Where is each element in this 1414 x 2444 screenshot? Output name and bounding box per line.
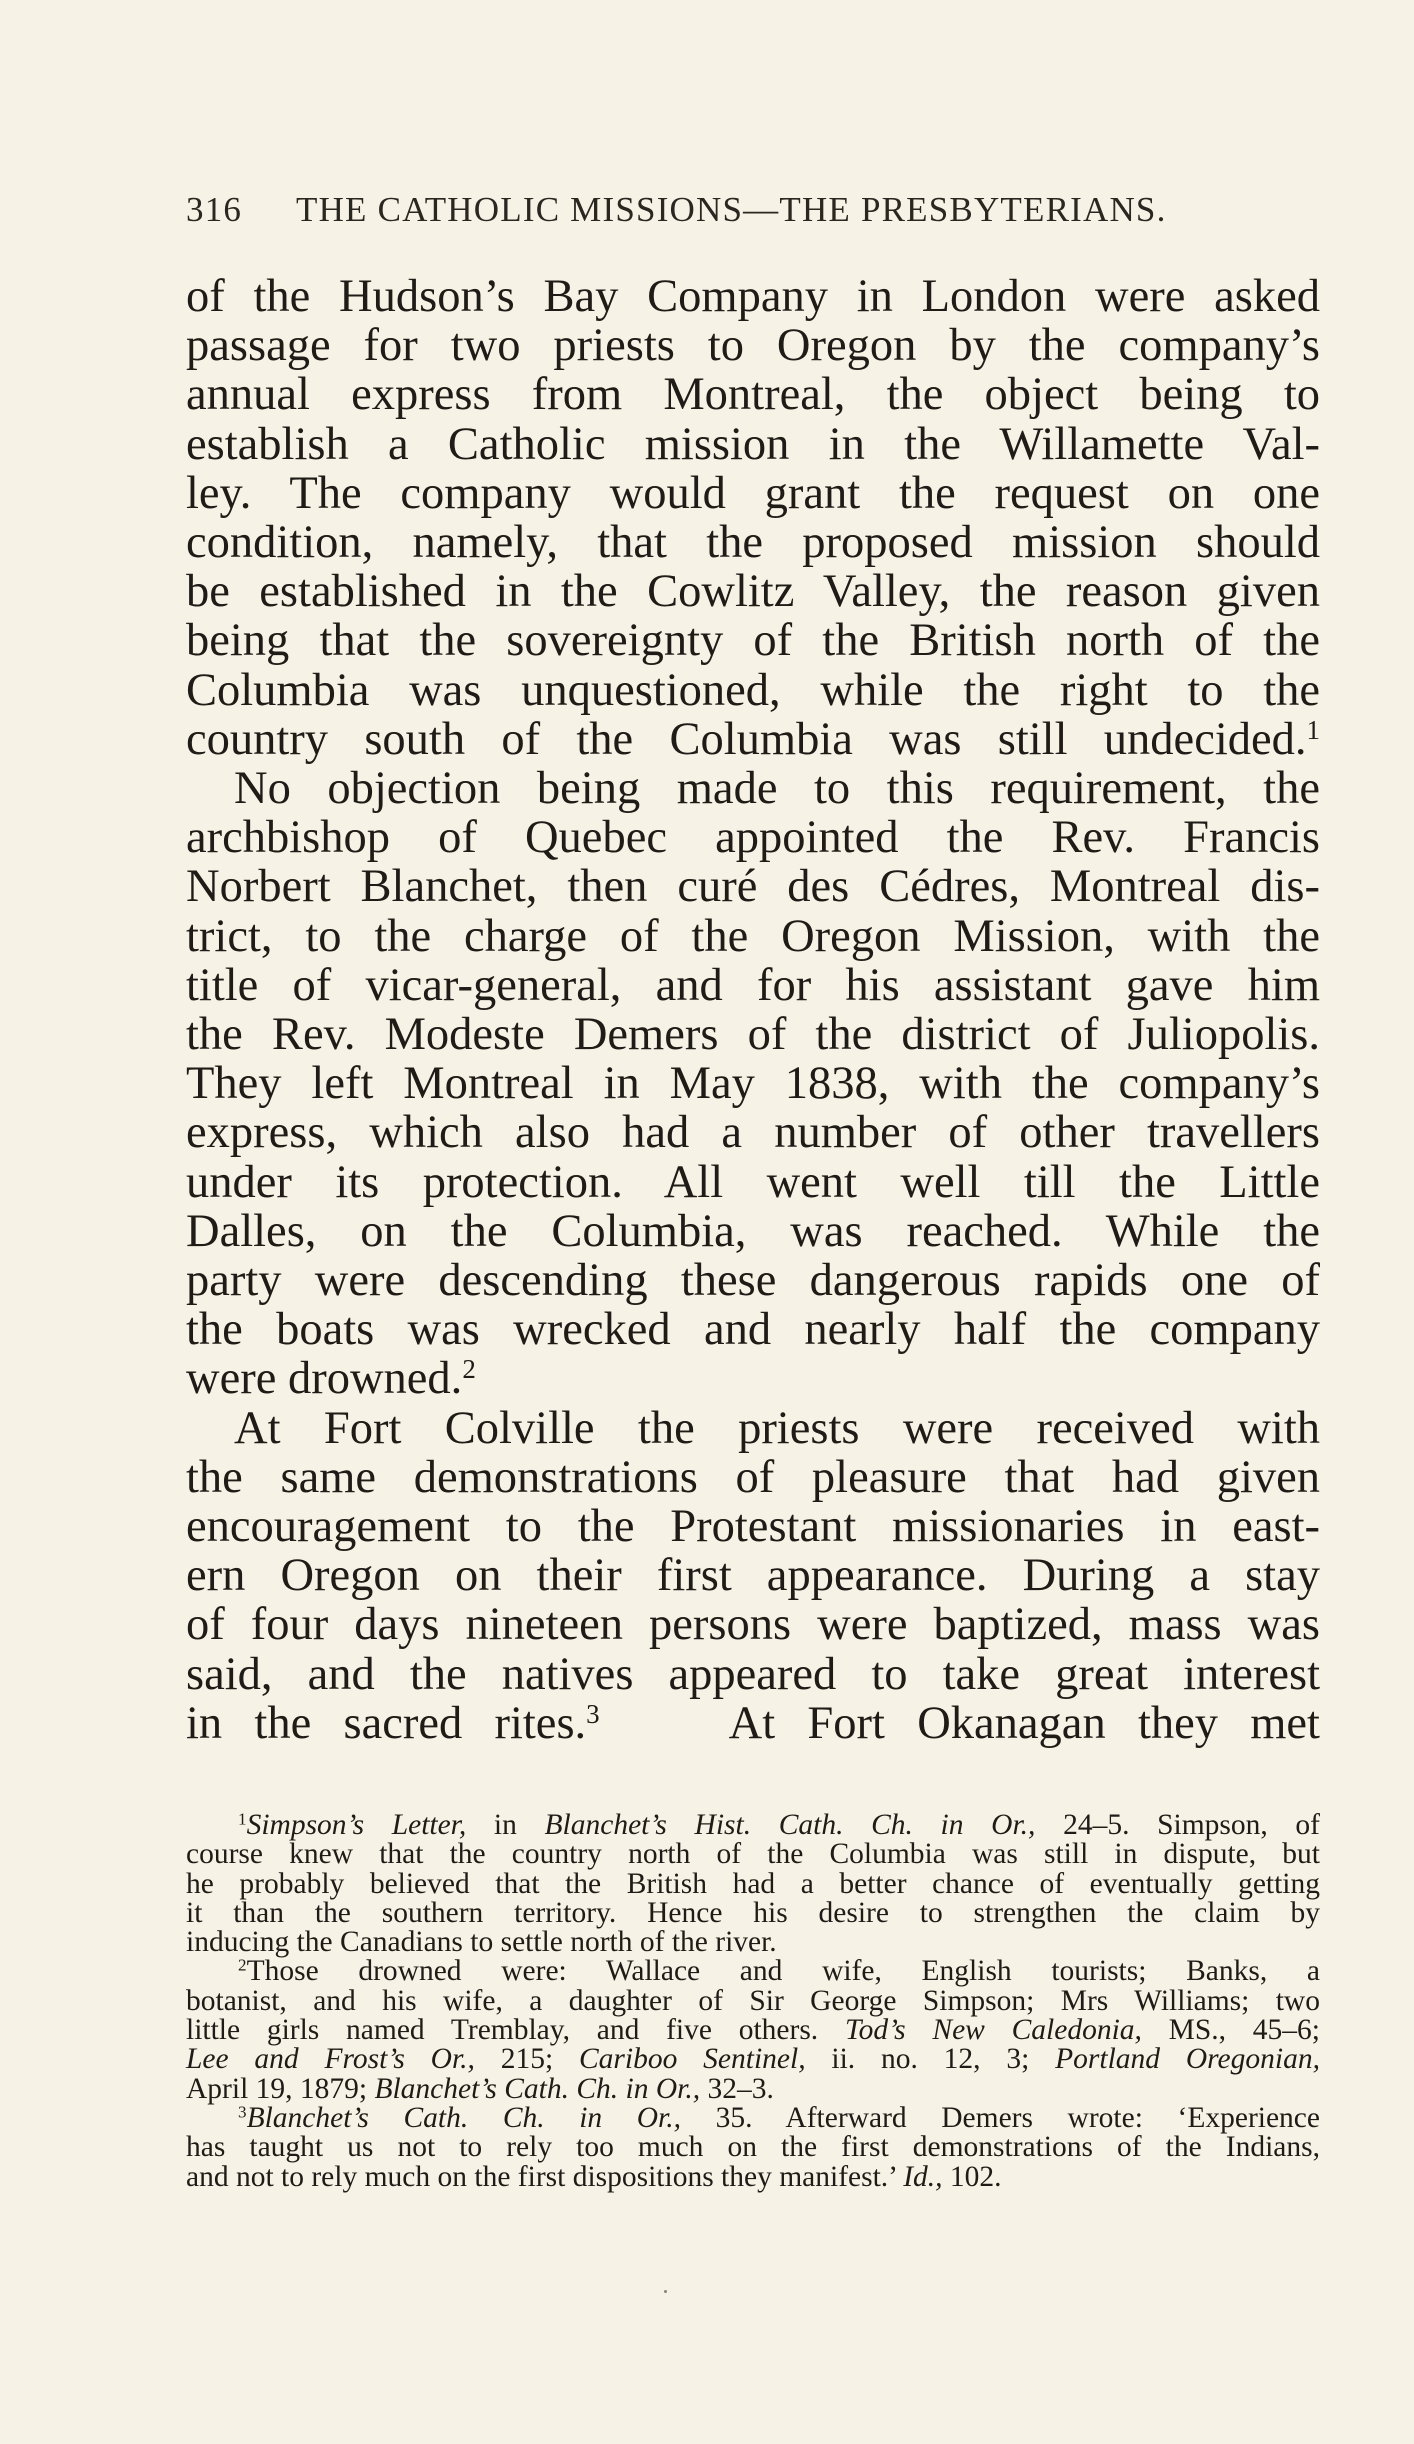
body-line: be established in the Cowlitz Valley, the reason given: [186, 566, 1320, 618]
body-line-text: were drowned.: [186, 1353, 463, 1405]
footnote-text: 32–3.: [700, 2072, 774, 2105]
body-line: trict, to the charge of the Oregon Mission, with the: [186, 910, 1320, 962]
footnote-text: little girls named Tremblay, and five others.: [186, 2014, 845, 2047]
body-line: passage for two priests to Oregon by the company’s: [186, 320, 1320, 372]
body-line: annual express from Montreal, the object being to: [186, 369, 1320, 421]
footnote-ref: 2: [462, 1354, 476, 1385]
body-line: They left Montreal in May 1838, with the company’s: [186, 1058, 1320, 1110]
page-number: 316: [186, 190, 243, 229]
footnote-number: 2: [238, 1956, 247, 1976]
body-line: the Rev. Modeste Demers of the district of Juliopolis.: [186, 1009, 1320, 1061]
footnote-1-line: [186, 1811, 1320, 1840]
footnote-ref: 1: [1306, 715, 1320, 745]
body-line: express, which also had a number of other travellers: [186, 1107, 1320, 1159]
citation-title: Simpson’s Letter,: [246, 1809, 467, 1841]
body-line: [186, 715, 1320, 764]
footnote-text: April 19, 1879;: [186, 2072, 375, 2105]
footnote-1-line: inducing the Canadians to settle north of the river.: [186, 1926, 777, 1959]
page-speck: [664, 2290, 667, 2293]
body-line: title of vicar-general, and for his assistant gave him: [186, 959, 1320, 1011]
footnotes: [186, 1811, 1320, 2192]
citation-title: Blanchet’s Hist. Cath. Ch. in Or.,: [544, 1809, 1036, 1841]
body-line: At Fort Colville the priests were received with: [234, 1402, 1320, 1454]
body-line: [186, 1354, 1320, 1403]
body-line: under its protection. All went well till the Little: [186, 1156, 1320, 1208]
footnote-number: 1: [238, 1809, 247, 1829]
body-line: said, and the natives appeared to take great interest: [186, 1648, 1320, 1700]
body-line-text: country south of the Columbia was still undecided.: [186, 713, 1307, 765]
footnote-text: in: [466, 1809, 545, 1841]
body-line: Norbert Blanchet, then curé des Cédres, Montreal dis-: [186, 861, 1320, 913]
footnote-3-line: has taught us not to rely too much on the first demonstrations of the Indians,: [186, 2131, 1320, 2164]
footnote-3-line: [186, 2101, 1320, 2134]
footnote-2-line: [186, 2045, 1320, 2074]
citation-title: Id.,: [903, 2160, 943, 2193]
body-line: the same demonstrations of pleasure that had given: [186, 1451, 1320, 1503]
body-line: of four days nineteen persons were baptized, mass was: [186, 1599, 1320, 1651]
running-title: THE CATHOLIC MISSIONS—THE PRESBYTERIANS.: [296, 190, 1167, 229]
footnote-2-line: botanist, and his wife, a daughter of Sir George Simpson; Mrs Williams; two: [186, 1984, 1320, 2017]
body-line: encouragement to the Protestant missionaries in east-: [186, 1501, 1320, 1553]
footnote-number: 3: [238, 2102, 247, 2122]
footnote-text: ii. no. 12, 3;: [805, 2043, 1056, 2076]
footnote-2-line: [186, 1957, 1320, 1986]
footnote-text: MS., 45–6;: [1141, 2014, 1321, 2047]
footnote-ref: 3: [586, 1699, 600, 1730]
body-line-text: At Fort Okanagan they met: [728, 1697, 1320, 1749]
running-header: [186, 190, 1226, 230]
footnote-text: and not to rely much on the first dispositions they manifest.’: [186, 2160, 904, 2193]
footnote-1-line: course knew that the country north of the Columbia was still in dispute, but: [186, 1838, 1320, 1871]
body-line: No objection being made to this requirement, the: [234, 763, 1320, 815]
footnote-1-line: it than the southern territory. Hence his desire to strengthen the claim by: [186, 1896, 1320, 1929]
footnote-text: 102.: [942, 2160, 1002, 2193]
citation-title: Cariboo Sentinel,: [579, 2043, 806, 2076]
footnote-2-line: [186, 2072, 1320, 2105]
body-line: Dalles, on the Columbia, was reached. While the: [186, 1205, 1320, 1257]
footnote-text: 215;: [474, 2043, 579, 2076]
body-line: being that the sovereignty of the British north of the: [186, 615, 1320, 667]
body-line: the boats was wrecked and nearly half the company: [186, 1304, 1320, 1356]
footnote-3-line: [186, 2160, 1320, 2193]
body-line: Columbia was unquestioned, while the right to the: [186, 664, 1320, 716]
body-line: ley. The company would grant the request on one: [186, 467, 1320, 519]
body-line: [186, 1699, 1320, 1748]
body-line-text: in the sacred rites.: [186, 1697, 587, 1749]
body-line: condition, namely, that the proposed mission should: [186, 517, 1320, 569]
citation-title: Tod’s New Caledonia,: [844, 2014, 1142, 2047]
footnote-2-line: [186, 2016, 1320, 2045]
body-text: [186, 272, 1320, 1748]
footnote-text: Those drowned were: Wallace and wife, English tourists; Banks, a: [246, 1955, 1320, 1988]
body-line: ern Oregon on their first appearance. During a stay: [186, 1550, 1320, 1602]
footnote-text: 35. Afterward Demers wrote: ‘Experience: [681, 2101, 1320, 2134]
citation-title: Blanchet’s Cath. Ch. in Or.,: [246, 2101, 682, 2134]
footnote-text: 24–5. Simpson, of: [1035, 1809, 1320, 1841]
body-line: establish a Catholic mission in the Willamette Val-: [186, 418, 1320, 470]
citation-title: Blanchet’s Cath. Ch. in Or.,: [374, 2072, 701, 2105]
citation-title: Portland Oregonian,: [1055, 2043, 1320, 2076]
body-line: party were descending these dangerous rapids one of: [186, 1255, 1320, 1307]
body-line: archbishop of Quebec appointed the Rev. Francis: [186, 812, 1320, 864]
body-line: of the Hudson’s Bay Company in London were asked: [186, 271, 1320, 322]
citation-title: Lee and Frost’s Or.,: [186, 2043, 475, 2076]
footnote-1-line: he probably believed that the British had a better chance of eventually getting: [186, 1867, 1320, 1900]
